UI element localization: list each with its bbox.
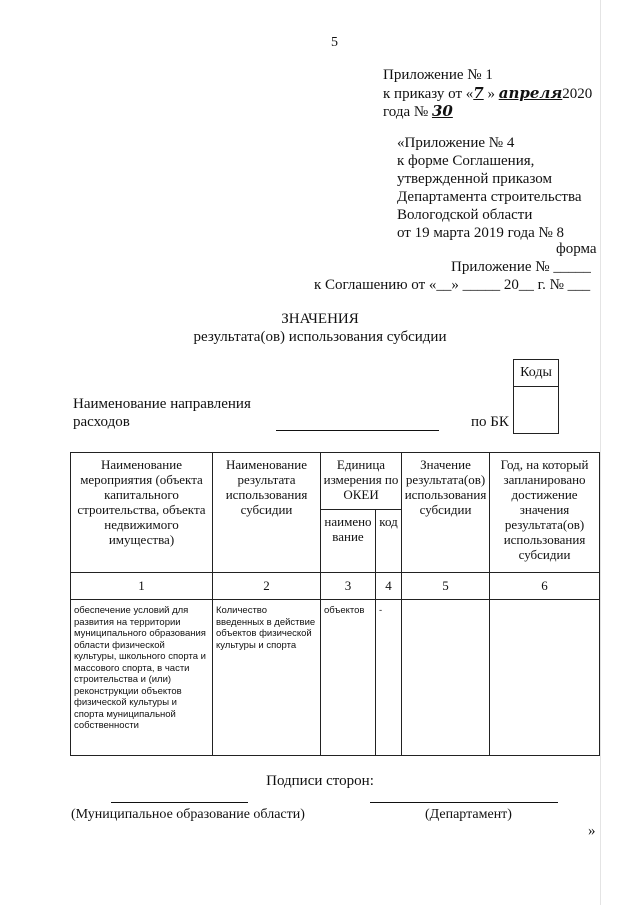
- col-number-6: 6: [490, 573, 600, 600]
- direction-line2: расходов: [73, 414, 130, 430]
- quote-line-4: Департамента строительства: [397, 189, 582, 205]
- col-number-2: 2: [213, 573, 321, 600]
- row-value: [402, 600, 490, 756]
- quote-line-1: «Приложение № 4: [397, 135, 515, 151]
- signature-right-label: (Департамент): [425, 807, 512, 822]
- direction-line1: Наименование направления: [73, 396, 251, 412]
- appendix-line2-mid: »: [487, 86, 495, 102]
- signature-line-left: [111, 802, 248, 803]
- header-value: Значение результата(ов) использования субсидии: [402, 453, 490, 573]
- appendix-line3: [383, 102, 453, 121]
- row-unit-code: -: [376, 600, 402, 756]
- appendix-line2: [383, 84, 592, 103]
- row-result: Количество введенных в действие объектов физической культуры и спорта: [213, 600, 321, 756]
- form-appendix-line2: к Соглашению от «__» _____ 20__ г. № ___: [314, 277, 591, 293]
- appendix-day-handwritten: 7: [473, 84, 484, 102]
- direction-fill-line: [276, 414, 439, 431]
- col-number-1: 1: [71, 573, 213, 600]
- signature-left-label: (Муниципальное образование области): [71, 807, 305, 822]
- page-edge-line: [600, 0, 601, 905]
- row-unit-name: объектов: [321, 600, 376, 756]
- page-number: 5: [331, 35, 338, 50]
- appendix-line3-prefix: года №: [383, 104, 429, 120]
- appendix-number-handwritten: 30: [431, 102, 453, 120]
- header-result: Наименование результата использования субсидии: [213, 453, 321, 573]
- codes-box: [513, 359, 559, 434]
- form-word: форма: [556, 241, 597, 257]
- document-subtitle: результата(ов) использования субсидии: [193, 329, 447, 345]
- results-table: [70, 452, 600, 756]
- row-year: [490, 600, 600, 756]
- header-unit-code: код: [376, 510, 402, 573]
- header-unit-name: наименование: [321, 510, 376, 573]
- document-title: ЗНАЧЕНИЯ: [281, 311, 359, 327]
- row-event: обеспечение условий для развития на территории муниципального образования области физической культуры, школьного спорта и массового спорта, в части строительства и (или) реконструкции объектов физической культуры и спорта муниципальной собственности: [71, 600, 213, 756]
- col-number-4: 4: [376, 573, 402, 600]
- closing-quote: »: [588, 823, 596, 839]
- appendix-line1: Приложение № 1: [383, 67, 493, 83]
- header-event: Наименование мероприятия (объекта капитального строительства, объекта недвижимого имущества): [71, 453, 213, 573]
- signature-line-right: [370, 802, 558, 803]
- codes-label: Коды: [514, 360, 558, 387]
- form-appendix-line1: Приложение № _____: [451, 259, 591, 275]
- appendix-month-handwritten: апреля: [498, 84, 563, 102]
- quote-line-2: к форме Соглашения,: [397, 153, 535, 169]
- signatures-title: Подписи сторон:: [266, 773, 374, 789]
- quote-line-6: от 19 марта 2019 года № 8: [397, 225, 565, 241]
- appendix-line2-prefix: к приказу от «: [383, 86, 474, 102]
- appendix-year: 2020: [562, 86, 593, 102]
- col-number-3: 3: [321, 573, 376, 600]
- quote-line-5: Вологодской области: [397, 207, 533, 223]
- quote-line-3: утвержденной приказом: [397, 171, 553, 187]
- bk-label: по БК: [471, 414, 509, 430]
- codes-value-cell: [514, 387, 558, 433]
- col-number-5: 5: [402, 573, 490, 600]
- header-year: Год, на который запланировано достижение значения результата(ов) использования субсидии: [490, 453, 600, 573]
- header-unit: Единица измерения по ОКЕИ: [321, 453, 402, 510]
